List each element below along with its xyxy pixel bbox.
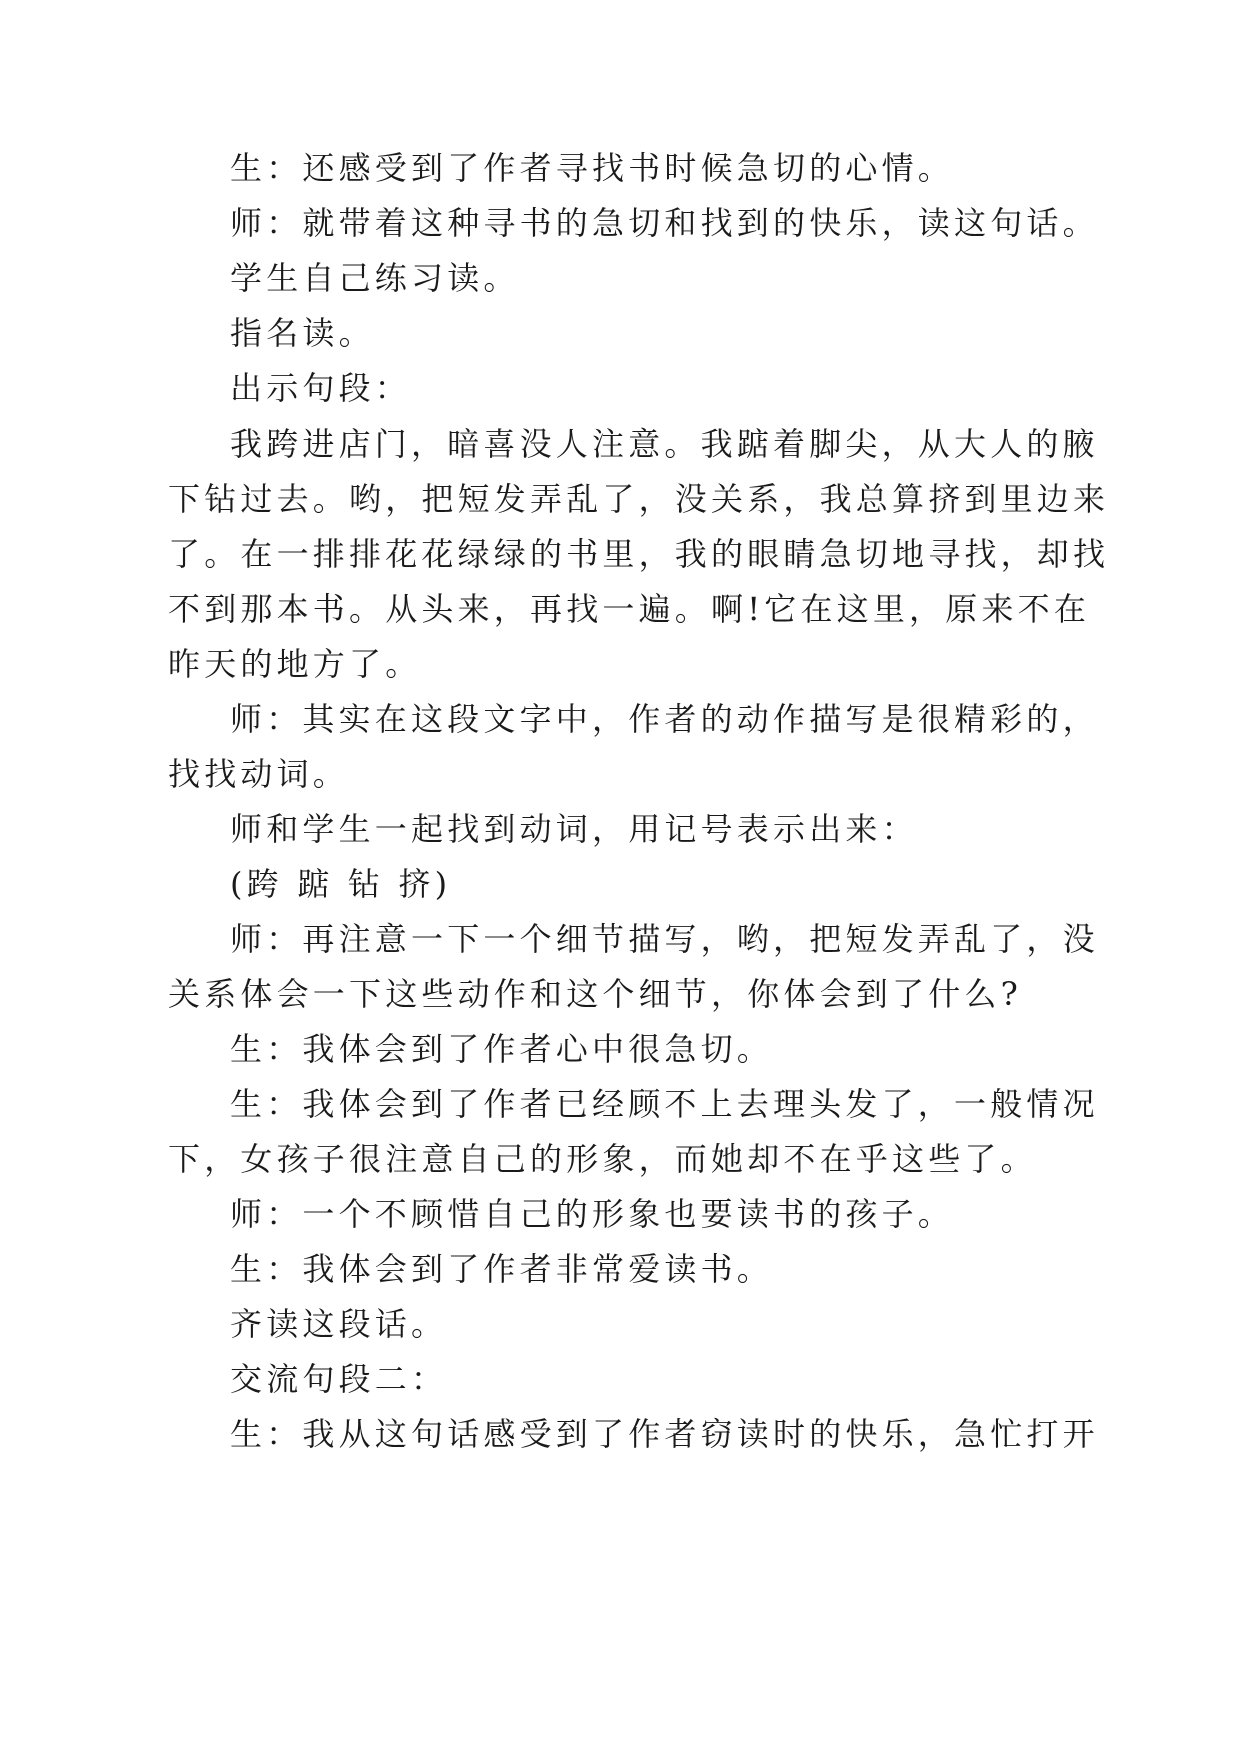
text-line: 交流句段二： [230, 1360, 448, 1398]
text-line: 齐读这段话。 [230, 1305, 448, 1343]
text-line: 出示句段： [230, 369, 412, 407]
text-line: 生：我体会到了作者心中很急切。 [230, 1030, 774, 1068]
text-line: 师和学生一起找到动词，用记号表示出来： [230, 810, 918, 848]
text-line: (跨 踮 钻 挤) [230, 865, 452, 903]
text-line: 生：我体会到了作者非常爱读书。 [230, 1250, 774, 1288]
text-line: 找找动词。 [168, 755, 350, 793]
text-line: 师：其实在这段文字中，作者的动作描写是很精彩的， [230, 700, 1099, 738]
text-line: 关系体会一下这些动作和这个细节，你体会到了什么? [168, 975, 1022, 1013]
text-line: 昨天的地方了。 [168, 645, 422, 683]
text-line: 学生自己练习读。 [230, 259, 520, 297]
text-line: 生：还感受到了作者寻找书时候急切的心情。 [230, 149, 955, 187]
text-line: 下钻过去。哟，把短发弄乱了，没关系，我总算挤到里边来 [168, 480, 1110, 518]
text-line: 生：我从这句话感受到了作者窃读时的快乐，急忙打开 [230, 1415, 1099, 1453]
text-line: 师：就带着这种寻书的急切和找到的快乐，读这句话。 [230, 204, 1099, 242]
text-line: 师：一个不顾惜自己的形象也要读书的孩子。 [230, 1195, 955, 1233]
text-line: 师：再注意一下一个细节描写，哟，把短发弄乱了，没 [230, 920, 1099, 958]
text-line: 生：我体会到了作者已经顾不上去理头发了，一般情况 [230, 1085, 1099, 1123]
text-line: 指名读。 [230, 314, 375, 352]
text-line: 了。在一排排花花绿绿的书里，我的眼睛急切地寻找，却找 [168, 535, 1110, 573]
text-line: 不到那本书。从头来，再找一遍。啊!它在这里，原来不在 [168, 590, 1091, 628]
text-line: 我跨进店门，暗喜没人注意。我踮着脚尖，从大人的腋 [230, 425, 1099, 463]
text-line: 下，女孩子很注意自己的形象，而她却不在乎这些了。 [168, 1140, 1037, 1178]
